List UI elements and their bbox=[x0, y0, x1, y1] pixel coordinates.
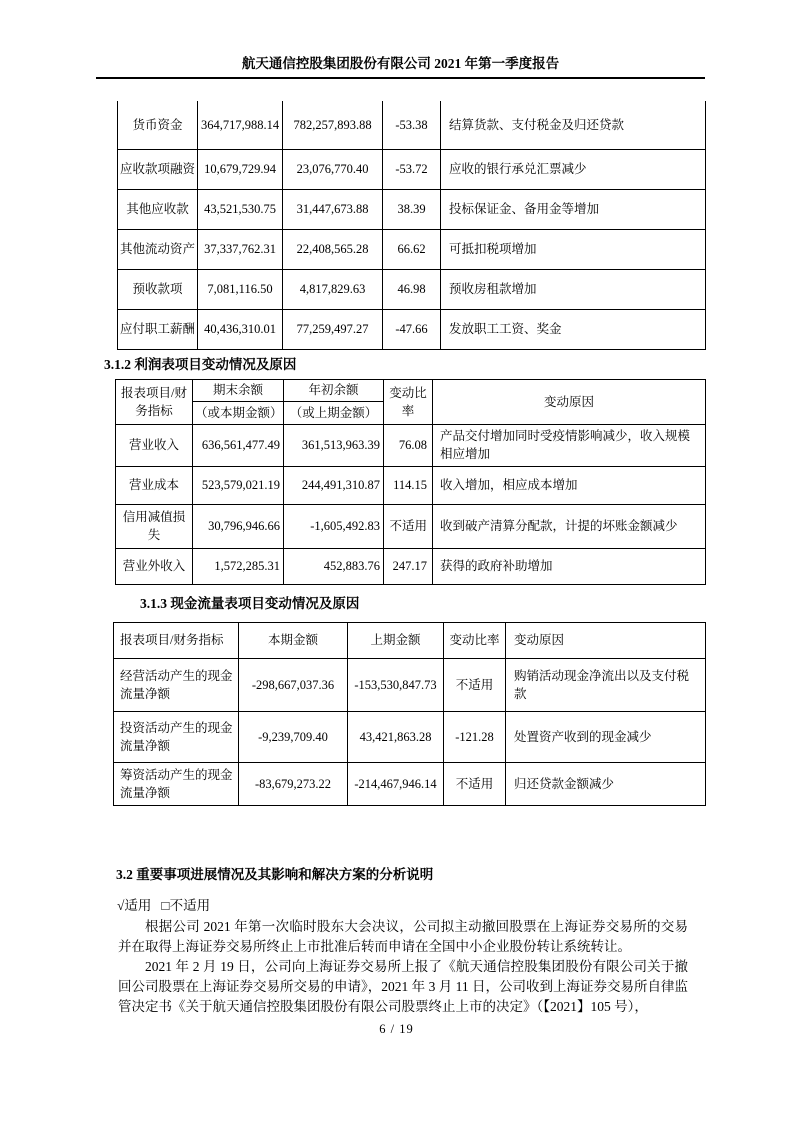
column-header: 本期金额 bbox=[239, 622, 348, 658]
applicable-checked-label: √适用 bbox=[117, 897, 152, 913]
table-cell: 收入增加，相应成本增加 bbox=[433, 466, 706, 504]
report-header-title: 航天通信控股集团股份有限公司 2021 年第一季度报告 bbox=[96, 0, 705, 79]
table-row bbox=[118, 229, 706, 269]
table-cell: 处置资产收到的现金减少 bbox=[506, 711, 706, 762]
table-cell: 4,817,829.63 bbox=[283, 269, 383, 309]
paragraph-delisting-progress: 2021 年 2 月 19 日，公司向上海证券交易所上报了《航天通信控股集团股份有限公司关于撤回公司股票在上海证券交易所交易的申请》，2021 年 3 月 11 日，公司收到上海证券交易所自律监管决定书《关于航天通信控股集团股份有限公司股票终止上市的决定》（【2021】105 号）， bbox=[118, 958, 688, 1014]
table-cell: 不适用 bbox=[444, 658, 506, 711]
table-row bbox=[118, 189, 706, 229]
table-cell: 可抵扣税项增加 bbox=[441, 229, 706, 269]
total-pages: 19 bbox=[399, 1022, 414, 1036]
section-title-3-1-3: 3.1.3 现金流量表项目变动情况及原因 bbox=[140, 595, 360, 611]
table-cell: 预收房租款增加 bbox=[441, 269, 706, 309]
table-cell: 30,796,946.66 bbox=[193, 504, 284, 548]
column-header: 报表项目/财务指标 bbox=[114, 622, 239, 658]
table-cell: 预收款项 bbox=[118, 269, 198, 309]
table-cell: -1,605,492.83 bbox=[284, 504, 384, 548]
column-header: 变动比率 bbox=[444, 622, 506, 658]
table-row bbox=[114, 658, 706, 711]
column-header: 年初余额 bbox=[284, 379, 384, 401]
table-cell: 114.15 bbox=[384, 466, 433, 504]
table-cell: -153,530,847.73 bbox=[348, 658, 444, 711]
table-cell: -298,667,037.36 bbox=[239, 658, 348, 711]
table-cell: 结算货款、支付税金及归还贷款 bbox=[441, 101, 706, 149]
table-cell: 归还贷款金额减少 bbox=[506, 762, 706, 805]
table-cell: 247.17 bbox=[384, 548, 433, 584]
table-cell: 应收的银行承兑汇票减少 bbox=[441, 149, 706, 189]
not-applicable-unchecked-label: □不适用 bbox=[161, 897, 211, 913]
paragraph-resolution: 根据公司 2021 年第一次临时股东大会决议，公司拟主动撤回股票在上海证券交易所的交易并在取得上海证券交易所终止上市批准后转而申请在全国中小企业股份转让系统转让。 bbox=[118, 918, 688, 954]
table-row bbox=[118, 309, 706, 349]
table-cell: 货币资金 bbox=[118, 101, 198, 149]
current-page: 6 bbox=[379, 1022, 387, 1036]
table-cell: 23,076,770.40 bbox=[283, 149, 383, 189]
table-cell: -214,467,946.14 bbox=[348, 762, 444, 805]
table-cell: 37,337,762.31 bbox=[198, 229, 283, 269]
table-cell: 31,447,673.88 bbox=[283, 189, 383, 229]
table-cell: 购销活动现金净流出以及支付税款 bbox=[506, 658, 706, 711]
table-cell: 244,491,310.87 bbox=[284, 466, 384, 504]
table-cell: 经营活动产生的现金流量净额 bbox=[114, 658, 239, 711]
table-row bbox=[118, 269, 706, 309]
cash-flow-changes-table bbox=[113, 622, 706, 806]
table-cell: -53.38 bbox=[383, 101, 441, 149]
column-header: （或本期金额） bbox=[193, 401, 284, 424]
table-cell: -47.66 bbox=[383, 309, 441, 349]
table-cell: -53.72 bbox=[383, 149, 441, 189]
applicability-line bbox=[117, 897, 705, 915]
column-header: 报表项目/财务指标 bbox=[116, 379, 193, 424]
table-row bbox=[116, 466, 706, 504]
table-cell: 77,259,497.27 bbox=[283, 309, 383, 349]
table-cell: 38.39 bbox=[383, 189, 441, 229]
table-row bbox=[114, 711, 706, 762]
page-number bbox=[0, 1022, 793, 1037]
table-cell: 1,572,285.31 bbox=[193, 548, 284, 584]
table-cell: 营业外收入 bbox=[116, 548, 193, 584]
table-cell: 不适用 bbox=[444, 762, 506, 805]
section-title-3-2: 3.2 重要事项进展情况及其影响和解决方案的分析说明 bbox=[116, 866, 434, 882]
table-cell: 营业收入 bbox=[116, 424, 193, 466]
table-row bbox=[114, 762, 706, 805]
table-cell: -83,679,273.22 bbox=[239, 762, 348, 805]
table-cell: 43,521,530.75 bbox=[198, 189, 283, 229]
section-title-3-1-2: 3.1.2 利润表项目变动情况及原因 bbox=[104, 356, 297, 372]
table-cell: 应收款项融资 bbox=[118, 149, 198, 189]
table-row bbox=[116, 548, 706, 584]
table-cell: 7,081,116.50 bbox=[198, 269, 283, 309]
table-row bbox=[118, 101, 706, 149]
table-cell: 应付职工薪酬 bbox=[118, 309, 198, 349]
table-cell: 筹资活动产生的现金流量净额 bbox=[114, 762, 239, 805]
table-cell: 361,513,963.39 bbox=[284, 424, 384, 466]
table-cell: 66.62 bbox=[383, 229, 441, 269]
table-row bbox=[116, 424, 706, 466]
column-header: 变动原因 bbox=[433, 379, 706, 424]
table-cell: 产品交付增加同时受疫情影响减少，收入规模相应增加 bbox=[433, 424, 706, 466]
page-separator: / bbox=[390, 1022, 396, 1036]
column-header: 上期金额 bbox=[348, 622, 444, 658]
table-cell: 76.08 bbox=[384, 424, 433, 466]
column-header: 变动比率 bbox=[384, 379, 433, 424]
table-cell: -121.28 bbox=[444, 711, 506, 762]
table-cell: 40,436,310.01 bbox=[198, 309, 283, 349]
column-header: （或上期金额） bbox=[284, 401, 384, 424]
table-cell: 投标保证金、备用金等增加 bbox=[441, 189, 706, 229]
table-row bbox=[116, 504, 706, 548]
table-cell: 364,717,988.14 bbox=[198, 101, 283, 149]
table-cell: 收到破产清算分配款，计提的坏账金额减少 bbox=[433, 504, 706, 548]
column-header: 期末余额 bbox=[193, 379, 284, 401]
table-cell: 其他应收款 bbox=[118, 189, 198, 229]
table-cell: 523,579,021.19 bbox=[193, 466, 284, 504]
table-cell: 营业成本 bbox=[116, 466, 193, 504]
table-cell: 获得的政府补助增加 bbox=[433, 548, 706, 584]
table-cell: 782,257,893.88 bbox=[283, 101, 383, 149]
table-cell: -9,239,709.40 bbox=[239, 711, 348, 762]
table-header-row bbox=[116, 379, 706, 401]
table-cell: 22,408,565.28 bbox=[283, 229, 383, 269]
income-statement-changes-table bbox=[115, 379, 706, 585]
table-row bbox=[118, 149, 706, 189]
table-cell: 发放职工工资、奖金 bbox=[441, 309, 706, 349]
table-cell: 信用减值损失 bbox=[116, 504, 193, 548]
table-cell: 投资活动产生的现金流量净额 bbox=[114, 711, 239, 762]
table-cell: 452,883.76 bbox=[284, 548, 384, 584]
column-header: 变动原因 bbox=[506, 622, 706, 658]
table-cell: 43,421,863.28 bbox=[348, 711, 444, 762]
table-cell: 636,561,477.49 bbox=[193, 424, 284, 466]
balance-sheet-changes-table bbox=[117, 101, 706, 350]
table-cell: 不适用 bbox=[384, 504, 433, 548]
table-cell: 其他流动资产 bbox=[118, 229, 198, 269]
table-cell: 46.98 bbox=[383, 269, 441, 309]
table-header-row bbox=[114, 622, 706, 658]
table-cell: 10,679,729.94 bbox=[198, 149, 283, 189]
